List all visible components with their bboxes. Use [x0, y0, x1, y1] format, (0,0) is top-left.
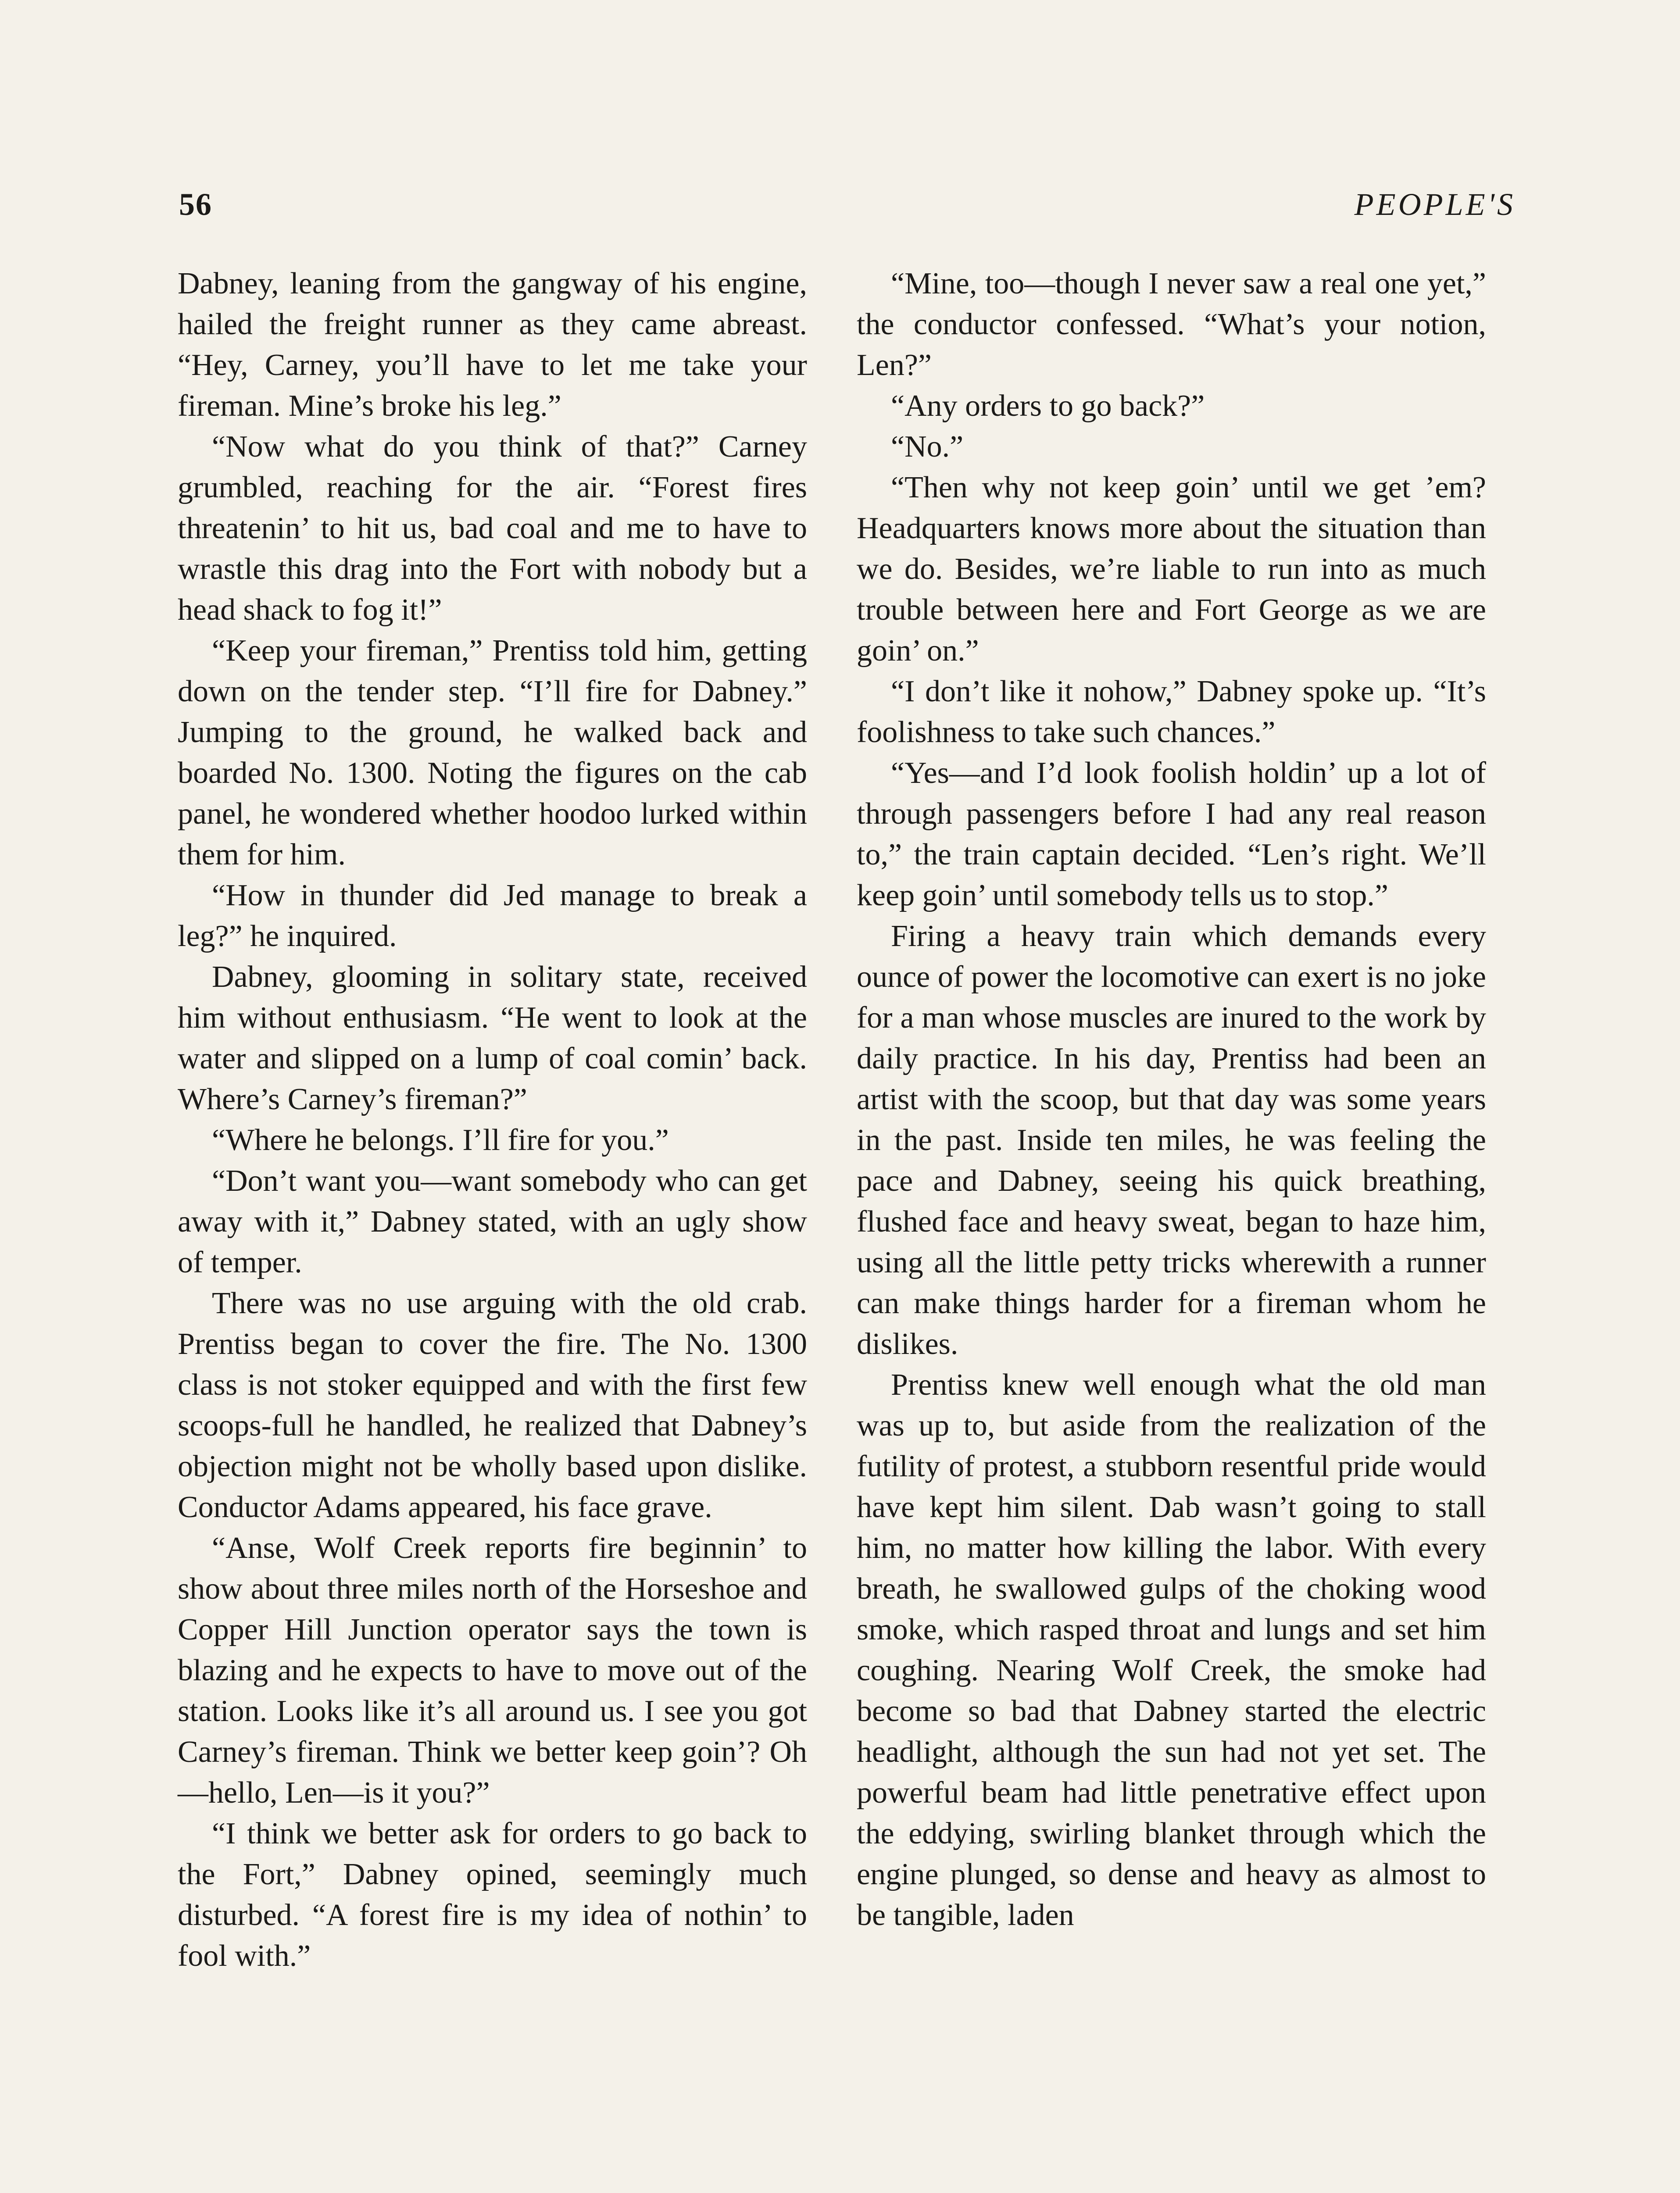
paragraph: “How in thunder did Jed manage to break a leg?” he inquired. — [178, 879, 807, 953]
paragraph: Firing a heavy train which demands every ounce of power the locomotive can exert is no joke for a man whose muscles are inured to the work by daily practice. In his day, Prentiss had been an artist with the scoop, but that day was some years in the past. Inside ten miles, he was feeling the pace and Dabney, seeing his quick breathing, flushed face and heavy sweat, began to haze him, using all the little petty tricks wherewith a runner can make things harder for a fireman whom he dislikes. — [857, 919, 1486, 1361]
paragraph: “Anse, Wolf Creek reports fire beginnin’ to show about three miles north of the Horseshoe and Copper Hill Junction operator says the town is blazing and he expects to have to move out of the station. Looks like it’s all around us. I see you got Carney’s fireman. Think we better keep goin’? Oh—hello, Len—is it you?” — [178, 1531, 807, 1810]
right-column — [857, 263, 1486, 1936]
paragraph: “I don’t like it nohow,” Dabney spoke up. “It’s foolishness to take such chances.” — [857, 675, 1486, 749]
page-number: 56 — [179, 187, 212, 222]
paragraph: There was no use arguing with the old crab. Prentiss began to cover the fire. The No. 1300 class is not stoker equipped and with the first few scoops-full he handled, he realized that Dabney’s objection might not be wholly based upon dislike. Conductor Adams appeared, his face grave. — [178, 1286, 807, 1524]
paragraph: “Then why not keep goin’ until we get ’em? Headquarters knows more about the situation than we do. Besides, we’re liable to run into as much trouble between here and Fort George as we are goin’ on.” — [857, 471, 1486, 668]
paragraph: Dabney, glooming in solitary state, received him without enthusiasm. “He went to look at the water and slipped on a lump of coal comin’ back. Where’s Carney’s fireman?” — [178, 960, 807, 1116]
paragraph: “Yes—and I’d look foolish holdin’ up a lot of through passengers before I had any real reason to,” the train captain decided. “Len’s right. We’ll keep goin’ until somebody tells us to stop.” — [857, 756, 1486, 912]
page-header — [179, 186, 1516, 235]
paragraph: “Now what do you think of that?” Carney grumbled, reaching for the air. “Forest fires threatenin’ to hit us, bad coal and me to have to wrastle this drag into the Fort with nobody but a head shack to fog it!” — [178, 430, 807, 627]
paragraph: “Any orders to go back?” — [891, 389, 1205, 423]
paragraph: “Don’t want you—want somebody who can get away with it,” Dabney stated, with an ugly show of temper. — [178, 1164, 807, 1279]
running-head: PEOPLE'S — [1354, 187, 1516, 222]
paragraph: “Mine, too—though I never saw a real one yet,” the conductor confessed. “What’s your notion, Len?” — [857, 267, 1486, 382]
paragraph: “Where he belongs. I’ll fire for you.” — [212, 1123, 669, 1157]
paragraph: Prentiss knew well enough what the old man was up to, but aside from the realization of the futility of protest, a stubborn resentful pride would have kept him silent. Dab wasn’t going to stall him, no matter how killing the labor. With every breath, he swallowed gulps of the choking wood smoke, which rasped throat and lungs and set him coughing. Nearing Wolf Creek, the smoke had become so bad that Dabney started the electric headlight, although the sun had not yet set. The powerful beam had little penetrative effect upon the eddying, swirling blanket through which the engine plunged, so dense and heavy as almost to be tangible, laden — [857, 1368, 1486, 1932]
left-column — [178, 263, 807, 1976]
paragraph: Dabney, leaning from the gangway of his engine, hailed the freight runner as they came abreast. “Hey, Carney, you’ll have to let me take your fireman. Mine’s broke his leg.” — [178, 267, 807, 423]
paragraph: “I think we better ask for orders to go back to the Fort,” Dabney opined, seemingly much disturbed. “A forest fire is my idea of nothin’ to fool with.” — [178, 1817, 807, 1973]
paragraph: “No.” — [891, 430, 964, 464]
paragraph: “Keep your fireman,” Prentiss told him, getting down on the tender step. “I’ll fire for Dabney.” Jumping to the ground, he walked back and boarded No. 1300. Noting the figures on the cab panel, he wondered whether hoodoo lurked within them for him. — [178, 634, 807, 871]
